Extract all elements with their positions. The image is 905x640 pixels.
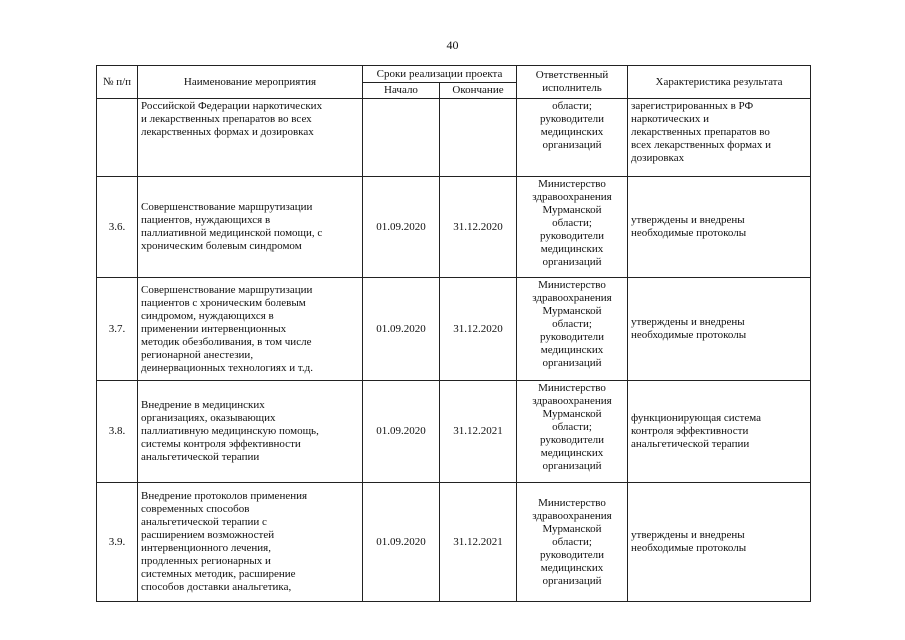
header-end: Окончание (440, 83, 517, 99)
header-executor-line: исполнитель (542, 82, 602, 94)
row-result (628, 99, 811, 177)
row-end: 31.12.2020 (440, 177, 517, 278)
row-executor-line: области; (552, 421, 592, 433)
row-name-line: Внедрение протоколов применения (141, 490, 308, 502)
row-result (628, 177, 811, 278)
row-executor-line: здравоохранения (532, 509, 612, 522)
header-num: № п/п (97, 66, 138, 99)
header-executor-line: Ответственный (535, 69, 609, 81)
row-name-line: Внедрение в медицинских (141, 399, 265, 411)
row-executor-line: организаций (542, 357, 602, 369)
row-executor (517, 99, 628, 177)
row-executor (517, 381, 628, 483)
row-result-line: утверждены и внедрены (631, 214, 745, 226)
row-executor-line: здравоохранения (532, 191, 612, 203)
row-name-line: системы контроля эффективности (141, 438, 301, 450)
header-terms: Сроки реализации проекта (363, 66, 517, 83)
row-name-line: регионарной анестезии, (141, 348, 254, 361)
row-name-line: применении интервенционных (141, 322, 287, 335)
row-start: 01.09.2020 (363, 381, 440, 483)
row-name-line: синдромом, нуждающихся в (141, 309, 274, 322)
row-result (628, 278, 811, 381)
row-executor-line: медицинских (540, 243, 604, 255)
row-start: 01.09.2020 (363, 278, 440, 381)
row-start (363, 99, 440, 177)
header-start: Начало (363, 83, 440, 99)
row-executor (517, 483, 628, 602)
row-name (138, 177, 363, 278)
page-number: 40 (446, 38, 459, 52)
row-executor (517, 278, 628, 381)
row-executor (517, 177, 628, 278)
table-row-3-8 (97, 381, 811, 483)
row-result-line: лекарственных препаратов во (631, 126, 770, 138)
row-executor-line: области; (552, 217, 592, 229)
row-result-line: зарегистрированных в РФ (631, 100, 754, 112)
row-executor-line: руководители (540, 548, 605, 561)
row-name-line: расширением возможностей (141, 529, 275, 541)
row-name-line: методик обезболивания, в том числе (141, 335, 312, 348)
row-result-line: необходимые протоколы (631, 227, 747, 239)
row-result-line: необходимые протоколы (631, 329, 747, 341)
row-executor-line: Мурманской (542, 408, 602, 420)
row-end: 31.12.2021 (440, 381, 517, 483)
table-row-3-6 (97, 177, 811, 278)
row-executor-line: области; (552, 318, 592, 330)
row-result-line: анальгетической терапии (631, 438, 750, 450)
row-name-line: и лекарственных препаратов во всех (141, 113, 312, 125)
row-result-line: утверждены и внедрены (631, 529, 745, 541)
row-name-line: Совершенствование маршрутизации (141, 283, 313, 296)
row-executor-line: Мурманской (542, 305, 602, 317)
row-end: 31.12.2020 (440, 278, 517, 381)
row-name (138, 99, 363, 177)
row-name-line: системных методик, расширение (141, 568, 296, 580)
row-result-line: необходимые протоколы (631, 542, 747, 554)
row-executor-line: здравоохранения (532, 395, 612, 407)
row-executor-line: организаций (542, 256, 602, 268)
row-name-line: способов доставки анальгетика, (141, 581, 292, 593)
row-executor-line: медицинских (540, 561, 604, 574)
row-end: 31.12.2021 (440, 483, 517, 602)
row-executor-line: области; (552, 100, 592, 112)
table-row-3-9 (97, 483, 811, 602)
row-executor-line: руководители (540, 434, 605, 446)
row-name-line: пациентов с хроническим болевым (141, 296, 306, 309)
row-name-line: современных способов (141, 503, 250, 515)
row-executor-line: организаций (542, 460, 602, 472)
row-name-line: анальгетической терапии с (141, 516, 267, 528)
row-num: 3.7. (97, 278, 138, 381)
row-name-line: лекарственных формах и дозировках (141, 126, 314, 138)
row-name-line: хроническим болевым синдромом (141, 240, 302, 252)
header-name: Наименование мероприятия (138, 66, 363, 99)
row-name-line: анальгетической терапии (141, 451, 260, 463)
row-executor-line: медицинских (540, 126, 604, 138)
row-name (138, 381, 363, 483)
header-result: Характеристика результата (628, 66, 811, 99)
row-name-line: паллиативной медицинской помощи, с (141, 227, 323, 239)
row-executor-line: Мурманской (542, 522, 602, 535)
row-name (138, 278, 363, 381)
row-end (440, 99, 517, 177)
row-name-line: Российской Федерации наркотических (141, 100, 323, 112)
row-executor-line: руководители (540, 113, 605, 125)
row-start: 01.09.2020 (363, 483, 440, 602)
row-executor-line: организаций (542, 574, 602, 587)
row-result-line: наркотических и (631, 113, 710, 125)
row-num (97, 99, 138, 177)
table-row-continuation (97, 99, 811, 177)
row-executor-line: руководители (540, 331, 605, 343)
row-result-line: контроля эффективности (631, 425, 749, 437)
row-num: 3.6. (97, 177, 138, 278)
header-executor (517, 66, 628, 99)
row-num: 3.8. (97, 381, 138, 483)
row-executor-line: медицинских (540, 447, 604, 459)
row-executor-line: руководители (540, 230, 605, 242)
row-executor-line: медицинских (540, 344, 604, 356)
row-result-line: утверждены и внедрены (631, 316, 745, 328)
row-name-line: Совершенствование маршрутизации (141, 201, 313, 213)
row-name-line: продленных регионарных и (141, 555, 271, 567)
row-name-line: деинервационных технологиях и т.д. (141, 361, 313, 374)
row-executor-line: здравоохранения (532, 292, 612, 304)
row-result (628, 483, 811, 602)
row-executor-line: Мурманской (542, 204, 602, 216)
row-executor-line: Министерство (538, 178, 606, 190)
row-executor-line: Министерство (538, 279, 606, 291)
row-executor-line: Министерство (538, 496, 606, 509)
row-result-line: функционирующая система (631, 412, 761, 424)
row-name (138, 483, 363, 602)
row-result-line: дозировках (631, 152, 685, 164)
row-result-line: всех лекарственных формах и (631, 139, 772, 151)
row-result (628, 381, 811, 483)
table-row-3-7 (97, 278, 811, 381)
row-name-line: организациях, оказывающих (141, 412, 276, 424)
row-name-line: паллиативную медицинскую помощь, (141, 425, 319, 437)
row-executor-line: Министерство (538, 382, 606, 394)
row-name-line: пациентов, нуждающихся в (141, 214, 271, 226)
activities-table (96, 65, 811, 602)
row-name-line: интервенционного лечения, (141, 542, 271, 554)
row-start: 01.09.2020 (363, 177, 440, 278)
row-executor-line: области; (552, 535, 592, 548)
row-executor-line: организаций (542, 139, 602, 151)
row-num: 3.9. (97, 483, 138, 602)
